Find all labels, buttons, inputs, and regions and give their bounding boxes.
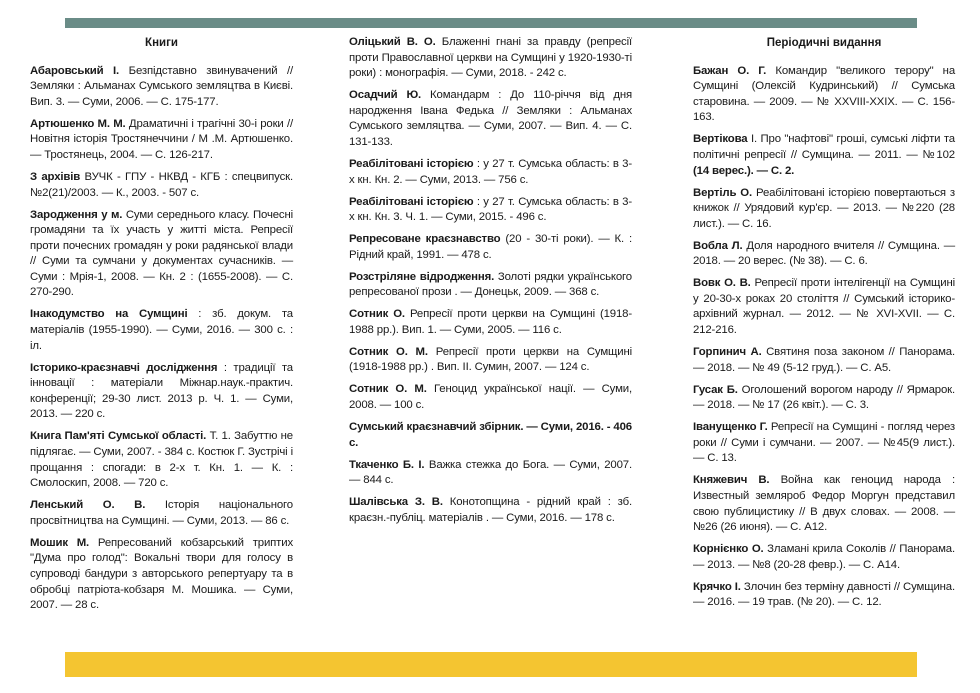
entry-author: Вобла Л. (693, 239, 743, 252)
bibliography-entry (693, 186, 955, 233)
bibliography-entry (30, 429, 293, 491)
top-decorative-bar (65, 18, 917, 28)
entry-author: Ткаченко Б. І. (349, 458, 425, 471)
entry-text: Важка стежка до Бога. — Суми, 2007. — 844 с. (349, 458, 632, 487)
entry-author: Інакодумство на Сумщині (30, 308, 188, 321)
bibliography-entry (693, 239, 955, 270)
entry-text: Доля народного вчителя // Сумщина. — 2018. — 20 верес. (№ 38). — С. 6. (693, 239, 955, 268)
bibliography-entry (30, 361, 293, 423)
bibliography-entry (693, 64, 955, 126)
bibliography-entry (349, 382, 632, 413)
bibliography-entry (693, 542, 955, 573)
entry-author: Горпинич А. (693, 346, 762, 359)
entry-text: Конотопщина - рідний край : зб. краєзн.-публіц. матеріалів . — Суми, 2016. — 178 с. (349, 496, 632, 524)
entry-text: Драматичні і трагічні 30-і роки // Новітня історія Тростянеччини / М .М. Артюшенко. — Тростянець, 2004. — С. 126-217. (30, 117, 293, 161)
entry-author: Історико-краєзнавчі дослідження (30, 361, 218, 374)
entry-author: Вовк О. В. (693, 277, 751, 290)
bibliography-entry (30, 117, 293, 164)
entry-author: Ленський О. В. (30, 499, 146, 512)
entry-text: : традиції та інновації : матеріали Міжнар.наук.-практич. конференції; 29-30 лист. 2013 р. Ч. 1. — Суми, 2013. — 220 с. (30, 361, 293, 421)
entry-text: Командир "великого терору" на Сумщині (Олексій Кудринський) // Сумська старовина. — 2009. — № XXVIII-XXIX. — С. 156-163. (693, 64, 955, 124)
entry-text: : зб. докум. та матеріалів (1955-1990). — Суми, 2016. — 300 с. : іл. (30, 308, 293, 352)
entry-author: Реабілітовані історією (349, 157, 474, 170)
entry-author: Сотник О. М. (349, 383, 427, 396)
bibliography-entry (349, 195, 632, 226)
bibliography-entry (693, 132, 955, 179)
entry-text: І. Про "нафтові" гроші, сумські ліфти та політичні репресії // Сумщина. — 2011. — №102 (693, 133, 955, 161)
bibliography-entry (349, 420, 632, 451)
bibliography-entry (349, 495, 632, 526)
entry-author: Розстріляне відродження. (349, 270, 495, 283)
entry-text: Т. 1. Забуттю не підлягає. — Суми, 2007. - 384 с. Костюк Г. Зустрічі і прощання : спогади: в 2-х т. Кн. 1. — К. : Смолоскип, 2008. — 720 с. (30, 430, 293, 490)
entry-author: Реабілітовані історією (349, 195, 474, 208)
entry-text: Золоті рядки українського репресованої прози . — Донецьк, 2009. — 368 с. (349, 270, 632, 299)
bibliography-entry (693, 276, 955, 338)
entry-author: Оліцький В. О. (349, 36, 436, 48)
bibliography-entry (349, 157, 632, 188)
entry-text: Репресії на Сумщині - погляд через роки // Суми і сумчани. — 2007. — №45(9 лист.). — С. 13. (693, 421, 955, 465)
entry-text: : у 27 т. Сумська область: в 3-х кн. Кн. 2. — Суми, 2013. — 756 с. (349, 157, 633, 186)
entry-author: Бажан О. Г. (693, 64, 767, 77)
entry-text: Репресований кобзарський триптих "Дума про голод": Вокальні твори для голосу в супроводі бандури з авторського репертуару та в обробці патріота-кобзаря М. Мошика. — Суми, 2007. — 28 с. (30, 536, 293, 612)
bibliography-entry (349, 307, 632, 338)
entry-text: Реабілітовані історією повертаються з книжок // Урядовий кур'єр. — 2013. — №220 (28 лист.). — С. 16. (693, 186, 955, 230)
entry-author: Княжевич В. (693, 474, 770, 487)
entry-author: Сумський краєзнавчий збірник. — Суми, 2016. - 406 с. (349, 420, 632, 449)
entry-text: : у 27 т. Сумська область: в 3-х кн. Кн. 3. Ч. 1. — Суми, 2015. - 496 с. (349, 195, 633, 224)
bibliography-entry (30, 307, 293, 354)
entry-author: Сотник О. М. (349, 345, 428, 358)
bottom-decorative-bar (65, 652, 917, 677)
bibliography-entry (693, 345, 955, 376)
entry-text: Оголошений ворогом народу // Ярмарок. — 2018. — № 17 (26 квіт.). — С. 3. (693, 383, 955, 412)
entry-author: Мошик М. (30, 536, 90, 549)
middle-column (349, 35, 632, 533)
entry-text: Злочин без терміну давності // Сумщина. — 2016. — 19 трав. (№ 20). — С. 12. (693, 580, 955, 609)
bibliography-entry (349, 88, 632, 150)
periodicals-heading: Періодичні видання (766, 37, 882, 49)
entry-text: Святиня поза законом // Панорама. — 2018. — № 49 (5-12 груд.). — С. А5. (693, 346, 956, 374)
entry-author: Абаровський І. (30, 64, 120, 77)
books-list (30, 64, 293, 614)
entry-text: Командарм : До 110-річчя від дня народження Івана Федька // Земляки : Альманах Сумського земляцтва. — Суми, 2007. — Вип. 4. — С. 131-133. (349, 89, 632, 148)
bibliography-entry (693, 473, 955, 535)
entry-author: З архівів (30, 170, 81, 183)
entry-author: Шалівська З. В. (349, 496, 443, 509)
bibliography-entry (693, 420, 955, 467)
entry-text: Безпідставно звинувачений // Земляки : Альманах Сумського земляцтва в Києві. Вип. 3. — Суми, 2006. — С. 175-177. (30, 64, 293, 108)
books-column (30, 35, 293, 620)
entry-author: Осадчий Ю. (349, 89, 422, 102)
entry-text: Суми середнього класу. Почесні громадяни та їх участь у житті міста. Репресії проти почесних громадян у роки радянської влади // Суми та сумчани у документах сучасників. — Суми : Мрія-1, 2008. — Кн. 2 : (1655-2008). — С. 270-290. (30, 208, 293, 299)
bibliography-entry (349, 345, 632, 376)
entry-author: Репресоване краєзнавство (349, 233, 501, 246)
entry-text: Репресії проти інтелігенції на Сумщині у 20-30-х роках 20 століття // Сумський історико-архівний журнал. — 2012. — № XVI-XVII. — С. 212-216. (693, 277, 955, 337)
entry-author: Вертіль О. (693, 186, 753, 199)
entry-author: Гусак Б. (693, 383, 738, 396)
entry-author: Іванущенко Г. (693, 421, 768, 434)
entry-text: Зламані крила Соколів // Панорама. — 2013. — №8 (20-28 февр.). — С. А14. (693, 543, 955, 571)
middle-list (349, 35, 632, 526)
entry-text-bold: (14 верес.). — С. 2. (693, 164, 795, 177)
bibliography-entry (349, 458, 632, 489)
bibliography-entry (693, 383, 955, 414)
bibliography-entry (30, 208, 293, 302)
bibliography-entry (349, 232, 632, 263)
entry-text: Історія національного просвітництва на Сумщині. — Суми, 2013. — 86 с. (30, 499, 293, 527)
entry-text: Война как геноцид народа : Известный земляроб Федор Моргун представил свою публицистику // В двух словах. — 2008. — №26 (26 июня). — С. А12. (693, 474, 955, 534)
entry-text: Блаженні гнані за правду (репресії проти Православної церкви на Сумщині у 1920-1930-ті роки) : монографія. — Суми, 2018. - 242 с. (349, 36, 632, 80)
bibliography-entry (30, 170, 293, 201)
entry-text: Репресії проти церкви на Сумщині (1918-1988 рр.) . Вип. II. Сумин, 2007. — 124 с. (349, 345, 632, 374)
entry-text: Репресії проти церкви на Сумщині (1918-1988 рр.). Вип. 1. — Суми, 2005. — 116 с. (349, 308, 632, 336)
bibliography-entry (30, 536, 293, 614)
entry-author: Корнієнко О. (693, 543, 764, 556)
periodicals-list (693, 64, 955, 611)
entry-text: ВУЧК - ГПУ - НКВД - КГБ : спецвипуск. №2(21)/2003. — К., 2003. - 507 с. (30, 170, 293, 199)
periodicals-column (693, 35, 955, 617)
entry-text: Геноцид української нації. — Суми, 2008. — 100 с. (349, 383, 632, 411)
bibliography-entry (349, 270, 632, 301)
books-heading: Книги (145, 37, 178, 49)
bibliography-entry (349, 35, 632, 82)
entry-author: Артюшенко М. М. (30, 117, 126, 130)
entry-text: (20 - 30-ті роки). — К. : Рідний край, 1991. — 478 с. (349, 233, 632, 261)
entry-author: Сотник О. (349, 308, 405, 321)
bibliography-entry (693, 580, 955, 611)
entry-author: Зародження у м. (30, 208, 123, 221)
bibliography-entry (30, 498, 293, 529)
bibliography-entry (30, 64, 293, 111)
entry-author: Крячко І. (693, 580, 741, 593)
entry-author: Вертікова (693, 133, 748, 146)
entry-author: Книга Пам'яті Сумської області. (30, 430, 207, 443)
